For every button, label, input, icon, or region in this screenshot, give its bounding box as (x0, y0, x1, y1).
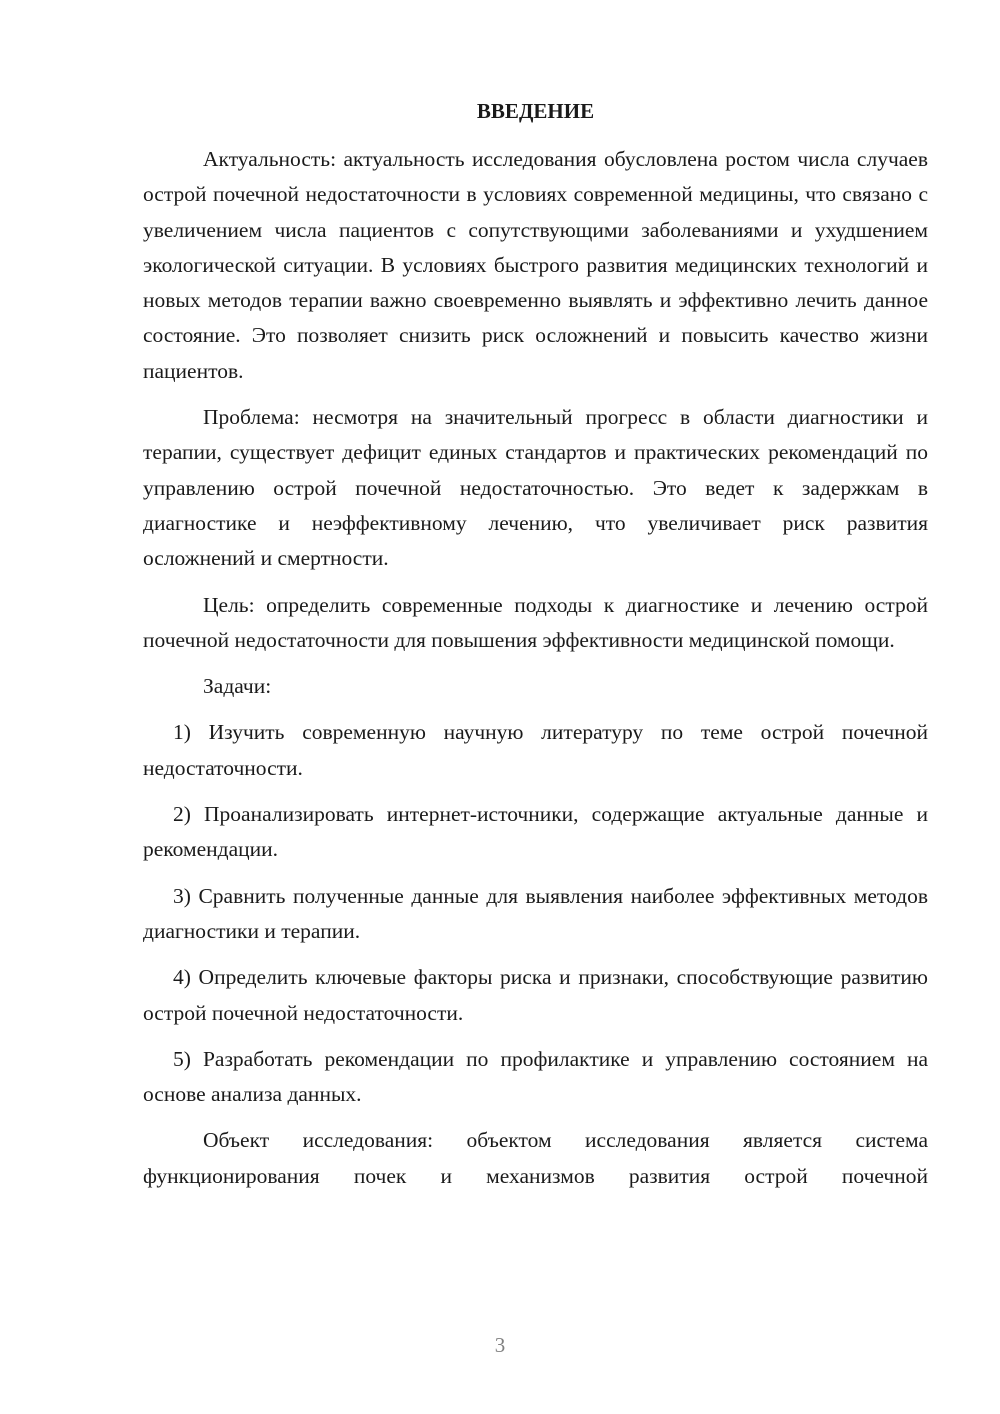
page-title: ВВЕДЕНИЕ (476, 99, 595, 123)
task-item: 1) Изучить современную научную литературу по теме острой почечной недостаточности. (143, 720, 928, 780)
problem-paragraph: Проблема: несмотря на значительный прогресс в области диагностики и терапии, существует дефицит единых стандартов и практических рекомендаций по управлению острой почечной недостаточностью. Это ведет к задержкам в диагностике и неэффективному лечению, что увеличивает риск развития осложнений и смертности. (143, 405, 928, 571)
task-item: 3) Сравнить полученные данные для выявления наиболее эффективных методов диагностики и терапии. (143, 883, 928, 943)
task-item: 4) Определить ключевые факторы риска и признаки, способствующие развитию острой почечной недостаточности. (143, 965, 928, 1025)
page-number: 3 (494, 1333, 506, 1357)
goal-paragraph: Цель: определить современные подходы к диагностике и лечению острой почечной недостаточности для повышения эффективности медицинской помощи. (143, 592, 928, 652)
document-body (143, 142, 928, 1205)
object-paragraph: Объект исследования: объектом исследования является система функционирования почек и механизмов развития острой почечной (143, 1128, 928, 1188)
task-item: 5) Разработать рекомендации по профилактике и управлению состоянием на основе анализа данных. (143, 1046, 928, 1107)
relevance-paragraph: Актуальность: актуальность исследования обусловлена ростом числа случаев острой почечной недостаточности в условиях современной медицины, что связано с увеличением числа пациентов с сопутствующими заболеваниями и ухудшением экологической ситуации. В условиях быстрого развития медицинских технологий и новых методов терапии важно своевременно выявлять и эффективно лечить данное состояние. Это позволяет снизить риск осложнений и повысить качество жизни пациентов. (143, 147, 928, 383)
task-item: 2) Проанализировать интернет-источники, содержащие актуальные данные и рекомендации. (143, 802, 928, 862)
tasks-heading: Задачи: (203, 674, 272, 699)
